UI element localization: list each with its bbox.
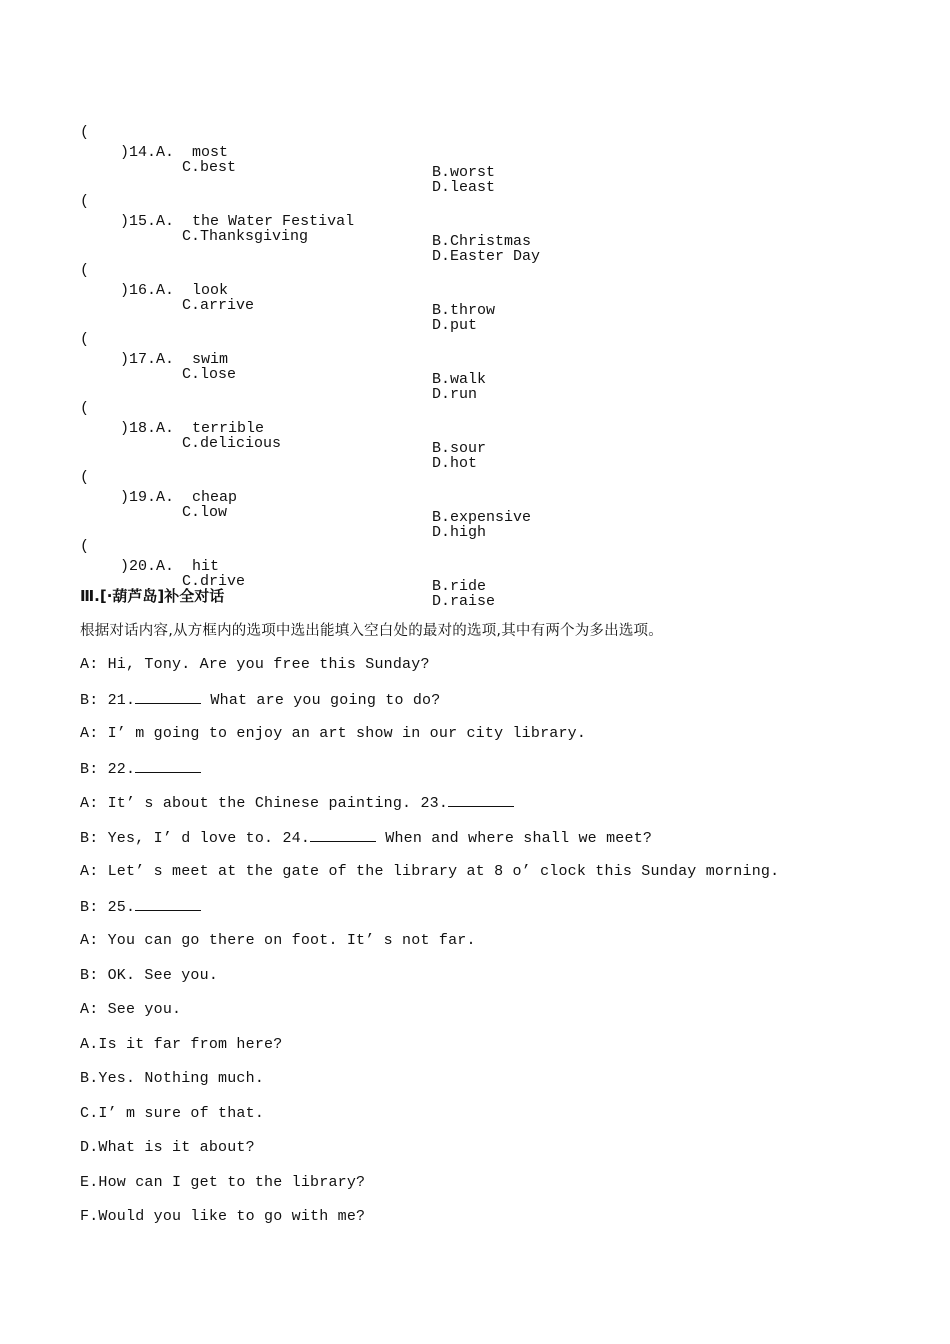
dialogue-line: A: Let’ s meet at the gate of the library at 8 o’ clock this Sunday morning. — [80, 863, 780, 880]
option-d: D.raise — [432, 593, 496, 610]
option-c: C.low — [182, 504, 228, 521]
question-number: )20.A. hit — [120, 558, 220, 575]
answer-blank[interactable] — [310, 828, 376, 842]
dialogue-line: A: Hi, Tony. Are you free this Sunday? — [80, 656, 430, 673]
option-b: B.expensive — [432, 509, 532, 526]
section-title: Ⅲ.[·葫芦岛]补全对话 — [80, 587, 225, 605]
option-item: F.Would you like to go with me? — [80, 1208, 366, 1225]
answer-paren: ( — [80, 400, 90, 417]
dialogue-line: B: Yes, I’ d love to. 24. When and where shall we meet? — [80, 830, 653, 847]
answer-paren: ( — [80, 469, 90, 486]
dialogue-line: A: See you. — [80, 1001, 182, 1018]
option-b: B.sour — [432, 440, 487, 457]
question-number: )18.A. terrible — [120, 420, 265, 437]
dialogue-line: B: 25. — [80, 897, 201, 918]
option-d: D.hot — [432, 455, 478, 472]
option-c: C.arrive — [182, 297, 255, 314]
option-d: D.high — [432, 524, 487, 541]
option-item: C.I’ m sure of that. — [80, 1105, 265, 1122]
question-number: )15.A. the Water Festival — [120, 213, 355, 230]
section-instruction: 根据对话内容,从方框内的选项中选出能填入空白处的最对的选项,其中有两个为多出选项。 — [80, 623, 663, 639]
option-d: D.put — [432, 317, 478, 334]
option-b: B.ride — [432, 578, 487, 595]
option-c: C.lose — [182, 366, 237, 383]
answer-blank[interactable] — [135, 897, 201, 911]
option-d: D.least — [432, 179, 496, 196]
answer-paren: ( — [80, 331, 90, 348]
option-b: B.Christmas — [432, 233, 532, 250]
answer-blank[interactable] — [135, 759, 201, 773]
option-item: B.Yes. Nothing much. — [80, 1070, 265, 1087]
question-number: )16.A. look — [120, 282, 229, 299]
option-c: C.delicious — [182, 435, 282, 452]
dialogue-line: A: I’ m going to enjoy an art show in our city library. — [80, 725, 587, 742]
dialogue-line: B: OK. See you. — [80, 967, 219, 984]
option-c: C.best — [182, 159, 237, 176]
option-b: B.walk — [432, 371, 487, 388]
option-b: B.worst — [432, 164, 496, 181]
dialogue-line: A: It’ s about the Chinese painting. 23. — [80, 793, 514, 814]
option-c: C.Thanksgiving — [182, 228, 309, 245]
option-b: B.throw — [432, 302, 496, 319]
answer-paren: ( — [80, 262, 90, 279]
answer-paren: ( — [80, 193, 90, 210]
question-number: )14.A. most — [120, 144, 229, 161]
dialogue-line: B: 22. — [80, 759, 201, 780]
answer-blank[interactable] — [135, 690, 201, 704]
answer-paren: ( — [80, 124, 90, 141]
option-item: E.How can I get to the library? — [80, 1174, 366, 1191]
dialogue-line: B: 21. What are you going to do? — [80, 692, 441, 709]
answer-blank[interactable] — [448, 793, 514, 807]
option-d: D.Easter Day — [432, 248, 541, 265]
option-item: A.Is it far from here? — [80, 1036, 283, 1053]
option-c: C.drive — [182, 573, 246, 590]
option-d: D.run — [432, 386, 478, 403]
question-number: )19.A. cheap — [120, 489, 238, 506]
option-item: D.What is it about? — [80, 1139, 255, 1156]
answer-paren: ( — [80, 538, 90, 555]
question-number: )17.A. swim — [120, 351, 229, 368]
dialogue-line: A: You can go there on foot. It’ s not far. — [80, 932, 476, 949]
